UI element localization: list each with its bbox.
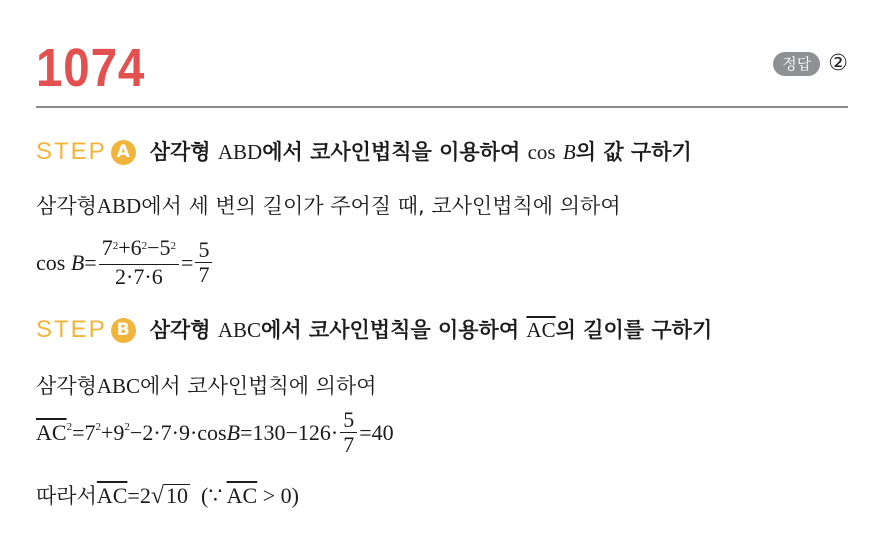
eq-a-res-num: 5 [195, 238, 212, 263]
step-a-text-post: 에서 세 변의 길이가 주어질 때, 코사인법칙에 의하여 [141, 194, 621, 218]
exp: 2 [141, 240, 148, 252]
step-b-title-seg: $\overline{AC}$ [526, 318, 556, 342]
eq-b-seg: $\overline{AC}$ [36, 419, 67, 445]
step-a-title-mid: 에서 코사인법칙을 이용하여 [262, 140, 528, 164]
concl-seg2: $\overline{AC}$ [226, 483, 258, 508]
step-a-title [150, 136, 692, 166]
eq-b-frac-num: 5 [340, 408, 357, 433]
eq-a-result [195, 238, 212, 287]
eq-a-fraction [99, 236, 179, 289]
eq-a-var: B [70, 249, 85, 275]
num-c: −5 [147, 235, 171, 260]
step-b-text [36, 370, 377, 400]
concl-seg: $\overline{AC}$ [96, 483, 128, 508]
step-b-conclusion [36, 480, 299, 510]
exp: 2 [112, 240, 119, 252]
eq-a-equals: = [84, 249, 97, 275]
concl-math [97, 483, 299, 509]
step-b-tag: STEP [36, 316, 107, 343]
eq-b-fraction [340, 408, 357, 457]
eq-b-var: B [226, 419, 241, 445]
step-b-title-math: ABC [217, 318, 262, 342]
eq-b-frac-den: 7 [343, 432, 355, 457]
step-a-letter-icon: A [111, 140, 136, 165]
step-b-title-pre: 삼각형 [149, 318, 218, 342]
step-b-title-mid: 에서 코사인법칙을 이용하여 [261, 318, 527, 342]
step-a-text-pre: 삼각형 [36, 194, 97, 218]
exp: 2 [66, 420, 73, 433]
sqrt-body: 10 [166, 483, 189, 508]
concl-mid: =2 [127, 483, 151, 508]
eq-a-equals-2: = [181, 249, 194, 275]
step-a-text-math: ABD [96, 194, 142, 218]
step-b-text-math: ABC [96, 374, 141, 398]
exp: 2 [124, 420, 130, 433]
answer-group [773, 52, 848, 76]
header-divider [36, 106, 848, 108]
exp: 2 [95, 420, 101, 433]
step-a-title-post: 의 값 구하기 [575, 140, 692, 164]
problem-number: 1074 [36, 38, 146, 98]
eq-b-p2: +9 [100, 419, 125, 445]
step-b-text-post: 에서 코사인법칙에 의하여 [140, 374, 377, 398]
step-b-heading [36, 314, 712, 345]
step-b-letter-icon: B [111, 318, 136, 343]
num-a: 7 [101, 235, 113, 260]
step-a-heading [36, 136, 692, 167]
eq-a-denominator: 2·7·6 [115, 264, 163, 289]
eq-b-end: =40 [359, 419, 394, 445]
step-a-title-var: B [562, 140, 576, 164]
step-a-title-pre: 삼각형 [149, 140, 218, 164]
eq-b-p4: =130−126· [240, 419, 339, 445]
step-a-tag: STEP [36, 138, 107, 165]
eq-b-p3: −2·7·9· [129, 419, 198, 445]
step-a-title-cos: cos [527, 140, 556, 164]
step-b-text-pre: 삼각형 [36, 374, 97, 398]
concl-end: > 0) [257, 483, 299, 508]
concl-because: (∵ [201, 483, 227, 508]
step-b-equation [36, 408, 394, 457]
step-a-equation [36, 236, 214, 289]
sqrt-icon: √ [150, 483, 165, 509]
eq-a-res-den: 7 [198, 262, 210, 287]
step-a-text [36, 190, 621, 220]
num-b: +6 [118, 235, 142, 260]
eq-b-cos: cos [197, 419, 227, 445]
answer-value: ② [828, 51, 848, 76]
eq-a-numerator [99, 236, 179, 265]
answer-badge: 정답 [773, 52, 820, 76]
eq-b-p1: =7 [72, 419, 96, 445]
step-b-title [150, 314, 713, 344]
concl-pre: 따라서 [36, 484, 97, 508]
exp: 2 [170, 240, 177, 252]
header [36, 38, 848, 102]
step-b-title-post: 의 길이를 구하기 [555, 318, 713, 342]
step-a-title-math: ABD [217, 140, 263, 164]
sqrt [151, 484, 190, 508]
eq-a-cos: cos [36, 249, 66, 275]
